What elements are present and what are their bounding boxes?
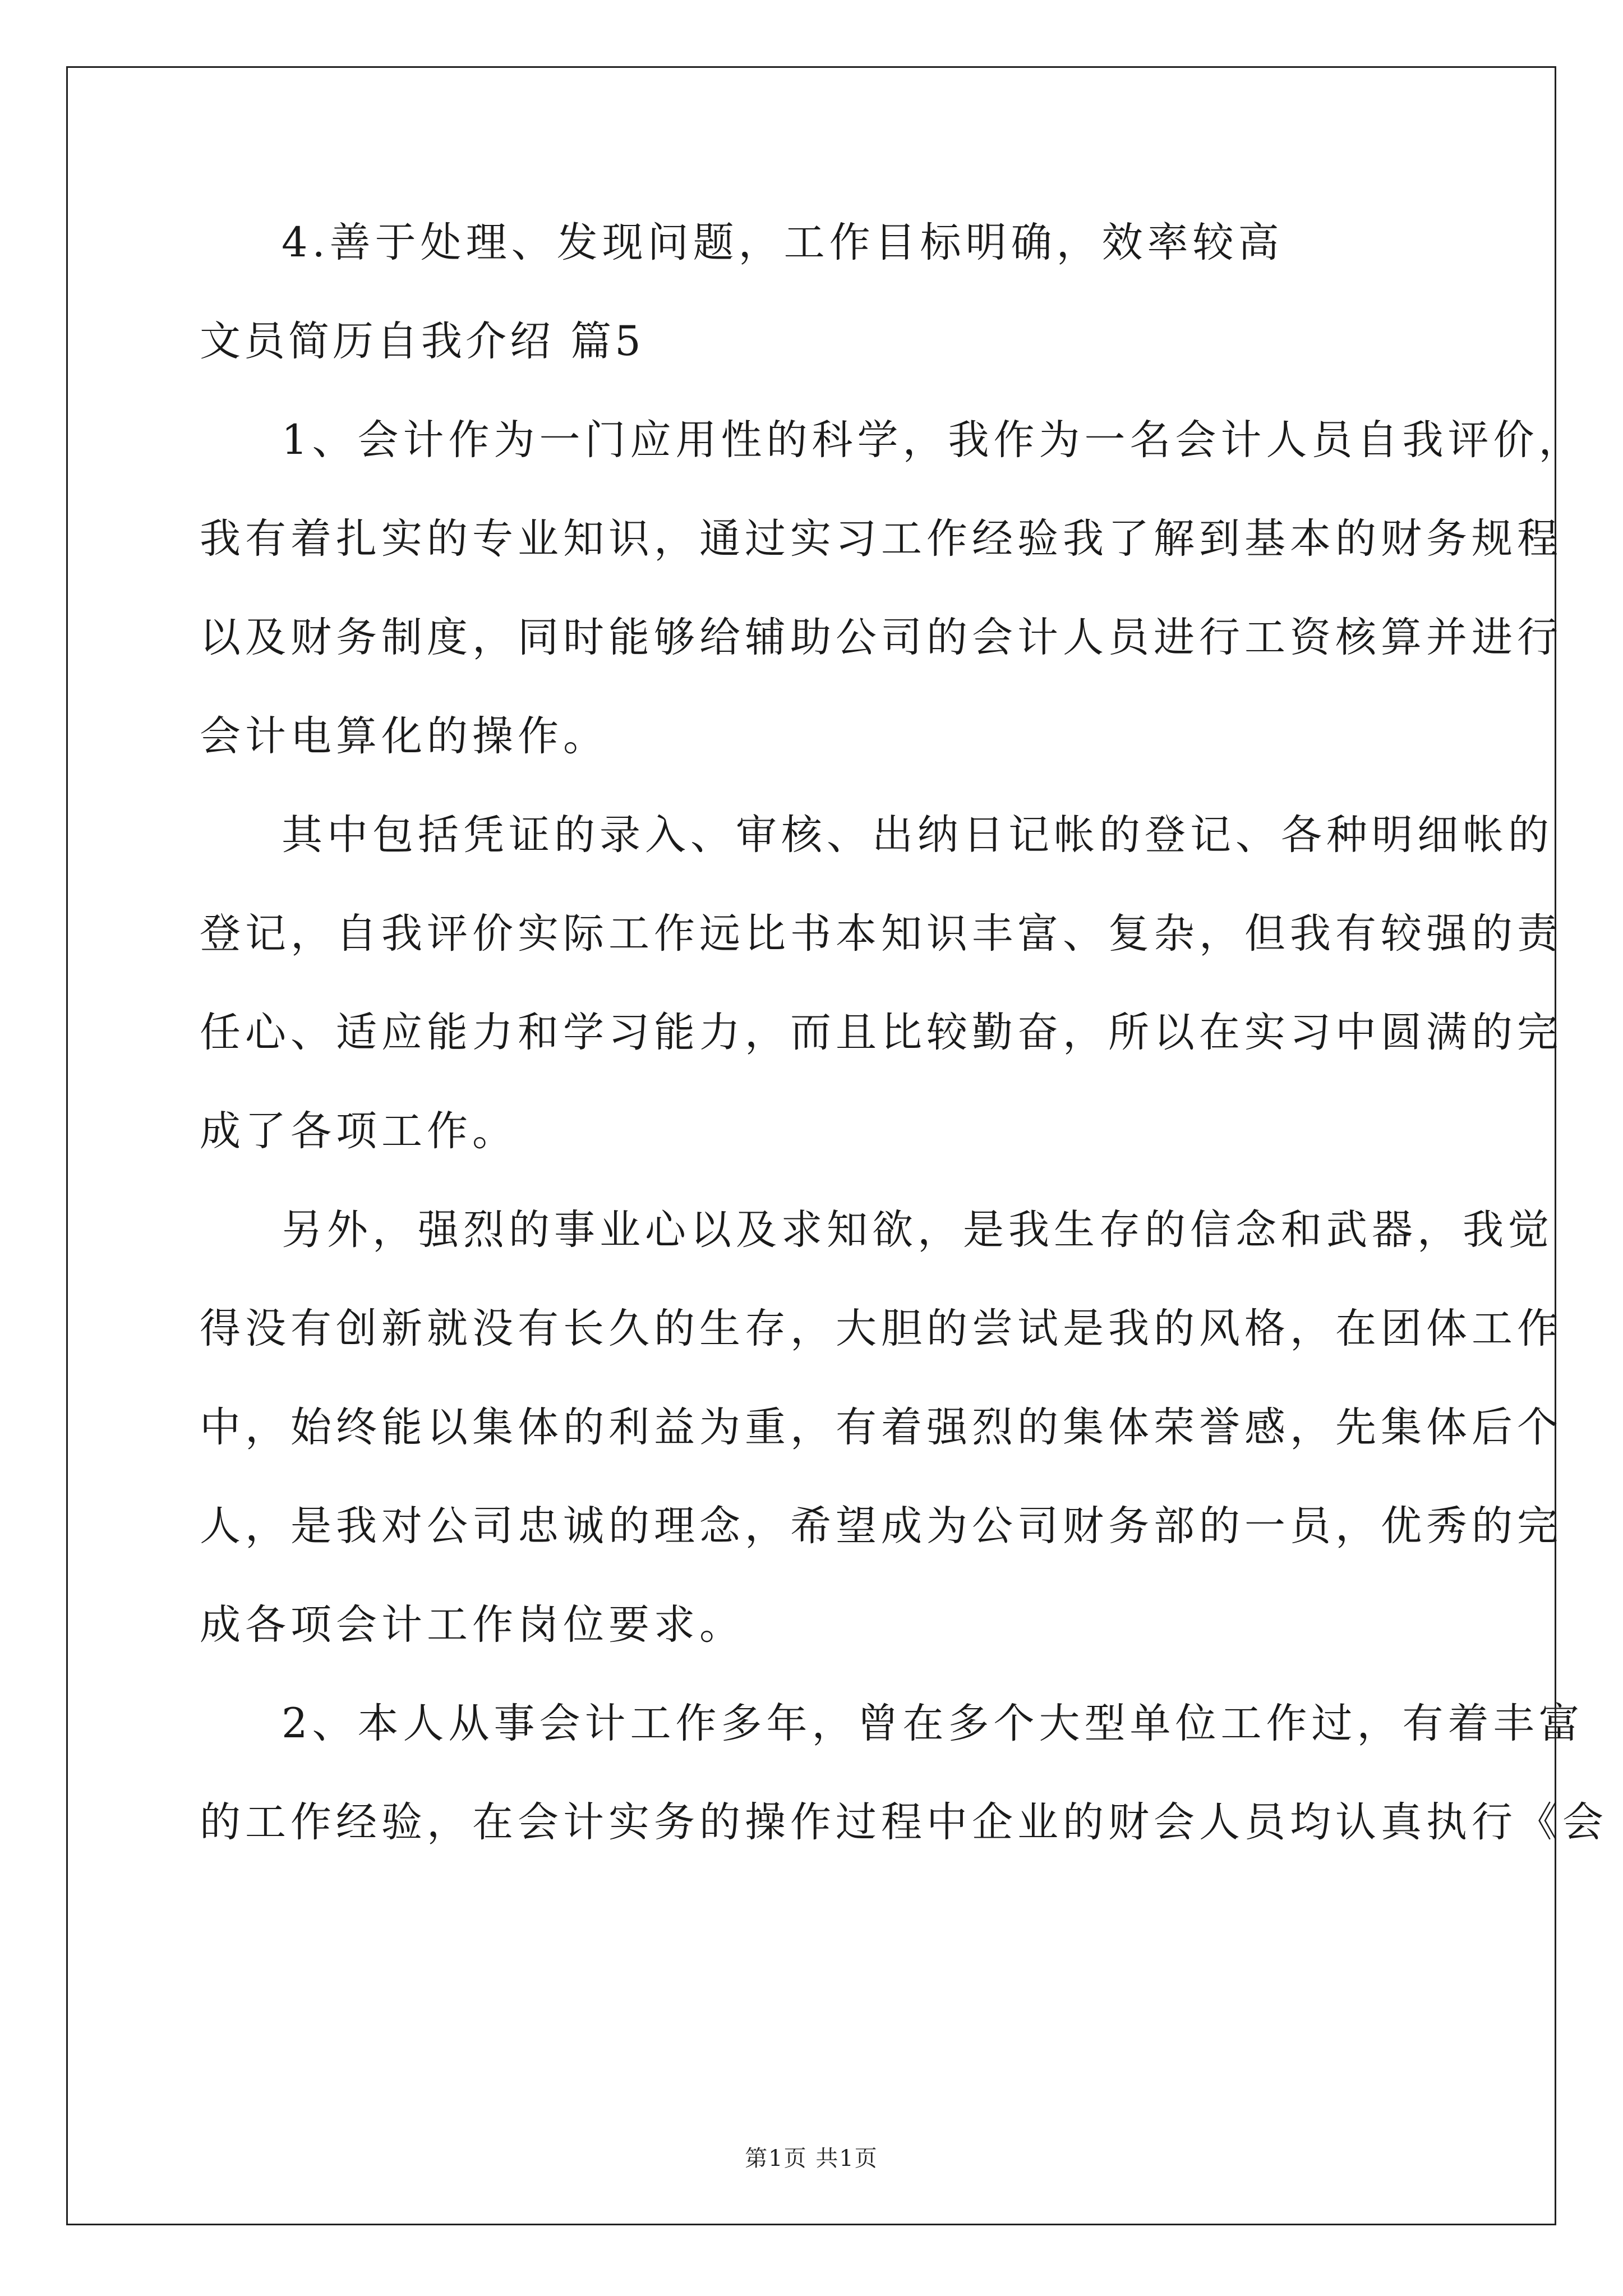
paragraph-2-line-2: 登记，自我评价实际工作远比书本知识丰富、复杂，但我有较强的责 <box>200 910 1562 958</box>
section-heading: 文员简历自我介绍 篇5 <box>200 318 644 365</box>
paragraph-3-line-2: 得没有创新就没有长久的生存，大胆的尝试是我的风格，在团体工作 <box>200 1305 1562 1352</box>
paragraph-2-line-4: 成了各项工作。 <box>200 1107 518 1155</box>
paragraph-1-line-2: 我有着扎实的专业知识，通过实习工作经验我了解到基本的财务规程 <box>200 515 1562 563</box>
page-footer: 第1页 共1页 <box>745 2146 878 2171</box>
paragraph-2-line-1: 其中包括凭证的录入、审核、出纳日记帐的登记、各种明细帐的 <box>282 811 1553 859</box>
paragraph-3-line-5: 成各项会计工作岗位要求。 <box>200 1601 745 1649</box>
list-item-4: 4.善于处理、发现问题，工作目标明确，效率较高 <box>282 219 1284 266</box>
paragraph-4-line-2: 的工作经验，在会计实务的操作过程中企业的财会人员均认真执行《会 <box>200 1798 1608 1846</box>
paragraph-3-line-4: 人，是我对公司忠诚的理念，希望成为公司财务部的一员，优秀的完 <box>200 1502 1562 1550</box>
paragraph-1-line-4: 会计电算化的操作。 <box>200 712 608 760</box>
paragraph-1-line-1: 1、会计作为一门应用性的科学，我作为一名会计人员自我评价， <box>282 416 1584 464</box>
paragraph-1-line-3: 以及财务制度，同时能够给辅助公司的会计人员进行工资核算并进行 <box>200 614 1562 661</box>
paragraph-4-line-1: 2、本人从事会计工作多年，曾在多个大型单位工作过，有着丰富 <box>282 1700 1584 1747</box>
paragraph-3-line-1: 另外，强烈的事业心以及求知欲，是我生存的信念和武器，我觉 <box>282 1206 1553 1254</box>
paragraph-2-line-3: 任心、适应能力和学习能力，而且比较勤奋，所以在实习中圆满的完 <box>200 1009 1562 1056</box>
paragraph-3-line-3: 中，始终能以集体的利益为重，有着强烈的集体荣誉感，先集体后个 <box>200 1404 1562 1451</box>
document-body <box>200 219 1608 1900</box>
